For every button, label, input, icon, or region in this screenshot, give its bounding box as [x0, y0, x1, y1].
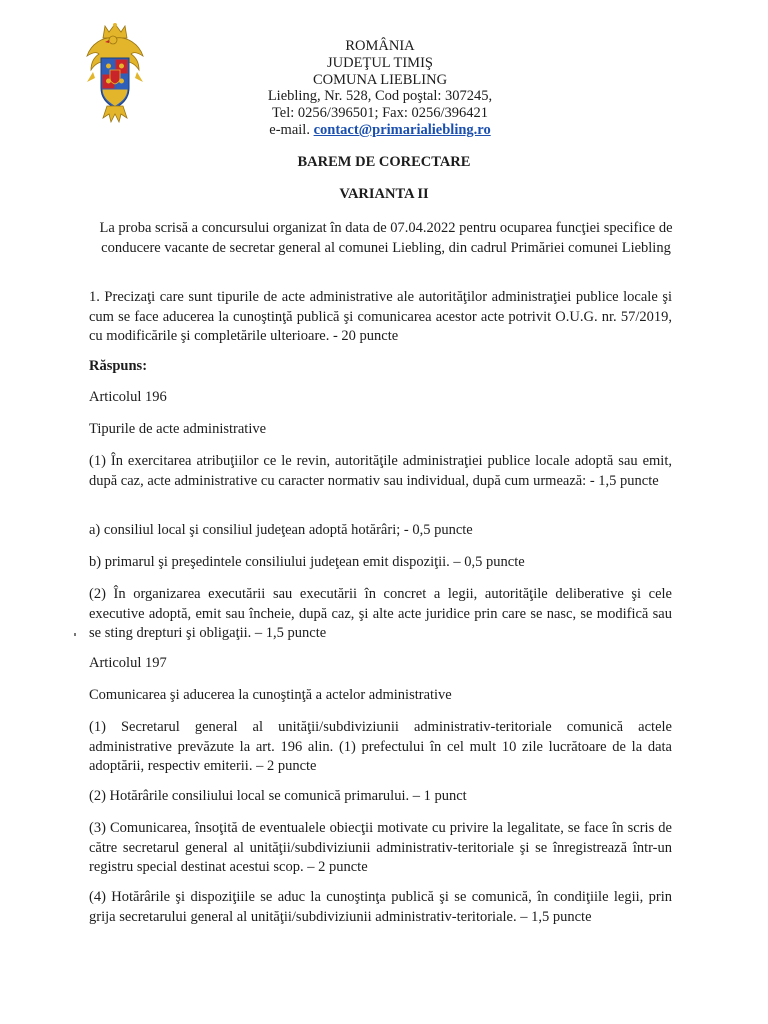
scan-mark [74, 633, 76, 636]
email-prefix: e-mail. [269, 121, 310, 138]
question-paragraph: 1. Precizaţi care sunt tipurile de acte administrative ale autorităţilor administraţiei publice locale şi cum se face aducerea la cunoştinţă publică şi comunicarea acestor acte potrivit O.U.G. nr. 57/2019, cu modificările şi completările ulterioare. - 20 puncte [89, 289, 672, 344]
intro-paragraph: La proba scrisă a concursului organizat în data de 07.04.2022 pentru ocuparea funcţiei specifice de conducere vacante de secretar general al comunei Liebling, din cadrul Primăriei comunei Liebling [99, 220, 673, 256]
answer-label: Răspuns: [89, 358, 148, 374]
article-197-paragraph-4: (4) Hotărârile şi dispoziţiile se aduc la cunoştinţa publică şi se comunică, în condiţiile legii, prin grija secretarului general al unităţii/subdiviziunii administrativ-teritoriale. – 1,5 puncte [89, 889, 672, 925]
address-line: Liebling, Nr. 528, Cod poştal: 307245, [267, 88, 493, 105]
article-197-paragraph-2: (2) Hotărârile consiliului local se comunică primarului. – 1 punct [89, 788, 467, 804]
article-196-title: Tipurile de acte administrative [89, 421, 267, 437]
article-197-paragraph-3: (3) Comunicarea, însoţită de eventualele obiecţii motivate cu privire la legalitate, se face în scris de către secretarul general al unităţii/subdiviziunii administrativ-teritoriale şi se înregistrează într-un registru special destinat acestui scop. – 2 puncte [89, 820, 672, 875]
article-196-paragraph-2: (2) În organizarea executării sau executării în concret a legii, autorităţile deliberative şi cele executive adoptă, emit sau încheie, după caz, şi alte acte juridice prin care se nasc, se modifică sau se sting drepturi şi obligaţii. – 1,5 puncte [89, 586, 672, 641]
article-196-paragraph-1: (1) În exercitarea atribuţiilor ce le revin, autorităţile administraţiei publice locale adoptă sau emit, după caz, acte administrative cu caracter normativ sau individual, după cum urmează: - 1,5 puncte [89, 453, 672, 489]
article-196-item-a: a) consiliul local şi consiliul judeţean adoptă hotărâri; - 0,5 puncte [89, 522, 473, 538]
phone-fax-line: Tel: 0256/396501; Fax: 0256/396421 [271, 105, 489, 122]
email-line [230, 122, 530, 139]
document-title: BAREM DE CORECTARE [297, 154, 471, 170]
article-197-paragraph-1: (1) Secretarul general al unităţii/subdiviziunii administrativ-teritoriale comunică actele administrative prevăzute la art. 196 alin. (1) prefectului în cel mult 10 zile lucrătoare de la data adoptării, respectiv emiterii. – 2 puncte [89, 719, 672, 774]
romania-coat-of-arms-icon [83, 22, 147, 130]
email-link[interactable]: contact@primarialiebling.ro [313, 121, 491, 138]
commune-name: COMUNA LIEBLING [312, 71, 448, 88]
institution-header [230, 38, 530, 139]
county-name: JUDEŢUL TIMIŞ [327, 54, 433, 71]
article-196-item-b: b) primarul şi preşedintele consiliului judeţean emit dispoziţii. – 0,5 puncte [89, 554, 525, 570]
article-197-title: Comunicarea şi aducerea la cunoştinţă a actelor administrative [89, 687, 452, 703]
variant-title: VARIANTA II [339, 186, 429, 202]
country-name: ROMÂNIA [345, 38, 415, 54]
article-196-heading: Articolul 196 [89, 389, 167, 405]
article-197-heading: Articolul 197 [89, 655, 167, 671]
